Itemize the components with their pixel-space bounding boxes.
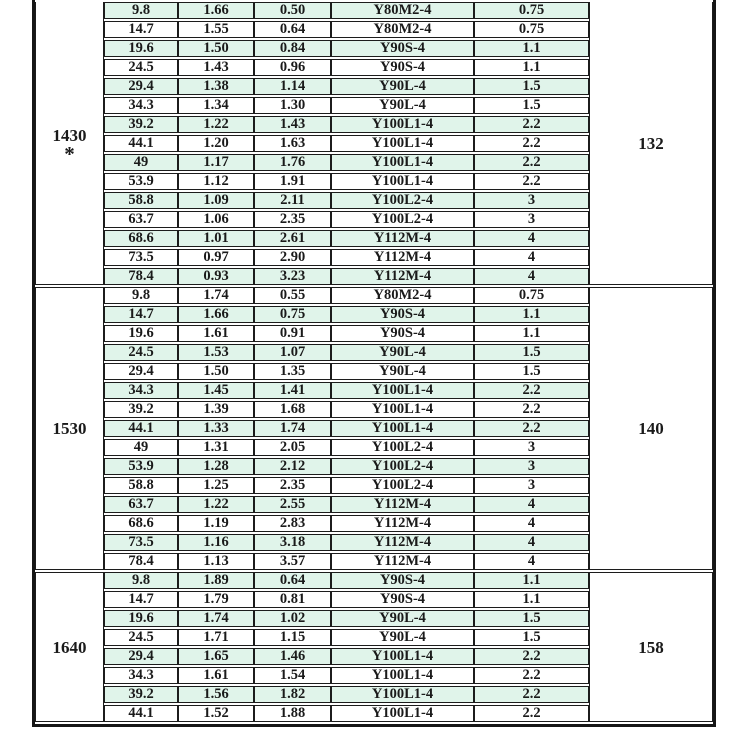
capacity-cell: 14.7	[104, 21, 178, 38]
motor-power-cell: 1.5	[474, 629, 589, 646]
motor-model-cell: Y100L2-4	[331, 477, 474, 494]
motor-model-cell: Y80M2-4	[331, 21, 474, 38]
power-req-cell: 2.55	[254, 496, 331, 513]
power-req-cell: 2.61	[254, 230, 331, 247]
capacity-cell: 44.1	[104, 705, 178, 722]
ratio-cell: 1.13	[178, 553, 254, 570]
motor-model-cell: Y80M2-4	[331, 2, 474, 19]
ratio-cell: 1.31	[178, 439, 254, 456]
motor-power-cell: 3	[474, 192, 589, 209]
power-req-cell: 0.84	[254, 40, 331, 57]
capacity-cell: 39.2	[104, 686, 178, 703]
motor-power-cell: 2.2	[474, 154, 589, 171]
ratio-cell: 1.43	[178, 59, 254, 76]
motor-power-cell: 2.2	[474, 705, 589, 722]
ratio-cell: 1.06	[178, 211, 254, 228]
power-req-cell: 1.88	[254, 705, 331, 722]
motor-model-cell: Y90L-4	[331, 78, 474, 95]
pump-motor-selection-table	[35, 0, 713, 724]
motor-model-cell: Y100L1-4	[331, 173, 474, 190]
ratio-cell: 1.22	[178, 496, 254, 513]
motor-power-cell: 2.2	[474, 135, 589, 152]
ratio-cell: 1.74	[178, 287, 254, 304]
power-req-cell: 2.11	[254, 192, 331, 209]
power-req-cell: 2.12	[254, 458, 331, 475]
motor-model-cell: Y100L1-4	[331, 648, 474, 665]
motor-model-cell: Y112M-4	[331, 249, 474, 266]
power-req-cell: 1.43	[254, 116, 331, 133]
motor-power-cell: 3	[474, 439, 589, 456]
motor-power-cell: 1.1	[474, 572, 589, 589]
capacity-cell: 19.6	[104, 325, 178, 342]
ratio-cell: 1.50	[178, 363, 254, 380]
motor-power-cell: 2.2	[474, 401, 589, 418]
power-req-cell: 1.14	[254, 78, 331, 95]
motor-model-cell: Y100L2-4	[331, 192, 474, 209]
motor-power-cell: 1.5	[474, 97, 589, 114]
ratio-cell: 1.17	[178, 154, 254, 171]
speed-group-cell	[35, 2, 104, 285]
ratio-cell: 1.16	[178, 534, 254, 551]
motor-model-cell: Y112M-4	[331, 230, 474, 247]
ratio-cell: 1.22	[178, 116, 254, 133]
ratio-cell: 1.61	[178, 667, 254, 684]
group-right-value-cell: 158	[589, 572, 713, 722]
ratio-cell: 1.45	[178, 382, 254, 399]
capacity-cell: 34.3	[104, 667, 178, 684]
motor-model-cell: Y90S-4	[331, 59, 474, 76]
table-row	[35, 287, 713, 304]
motor-model-cell: Y100L1-4	[331, 667, 474, 684]
motor-power-cell: 1.5	[474, 344, 589, 361]
ratio-cell: 1.61	[178, 325, 254, 342]
scanned-table-frame	[32, 0, 716, 727]
power-req-cell: 1.15	[254, 629, 331, 646]
motor-power-cell: 3	[474, 477, 589, 494]
motor-model-cell: Y90S-4	[331, 591, 474, 608]
ratio-cell: 1.56	[178, 686, 254, 703]
power-req-cell: 1.63	[254, 135, 331, 152]
ratio-cell: 1.66	[178, 2, 254, 19]
capacity-cell: 34.3	[104, 382, 178, 399]
power-req-cell: 0.81	[254, 591, 331, 608]
speed-value: 1640	[52, 637, 87, 657]
ratio-cell: 1.38	[178, 78, 254, 95]
motor-power-cell: 3	[474, 211, 589, 228]
power-req-cell: 1.02	[254, 610, 331, 627]
capacity-cell: 19.6	[104, 610, 178, 627]
ratio-cell: 1.33	[178, 420, 254, 437]
capacity-cell: 49	[104, 154, 178, 171]
speed-group-cell	[35, 287, 104, 570]
ratio-cell: 1.20	[178, 135, 254, 152]
motor-model-cell: Y112M-4	[331, 268, 474, 285]
capacity-cell: 73.5	[104, 534, 178, 551]
speed-value: 1430	[52, 125, 87, 145]
motor-power-cell: 1.1	[474, 591, 589, 608]
ratio-cell: 0.93	[178, 268, 254, 285]
power-req-cell: 2.90	[254, 249, 331, 266]
motor-model-cell: Y100L1-4	[331, 135, 474, 152]
motor-power-cell: 1.5	[474, 363, 589, 380]
motor-model-cell: Y100L1-4	[331, 154, 474, 171]
capacity-cell: 24.5	[104, 629, 178, 646]
motor-power-cell: 0.75	[474, 287, 589, 304]
motor-power-cell: 1.1	[474, 40, 589, 57]
motor-model-cell: Y100L1-4	[331, 686, 474, 703]
ratio-cell: 1.52	[178, 705, 254, 722]
capacity-cell: 63.7	[104, 496, 178, 513]
ratio-cell: 0.97	[178, 249, 254, 266]
capacity-cell: 49	[104, 439, 178, 456]
power-req-cell: 3.57	[254, 553, 331, 570]
motor-model-cell: Y80M2-4	[331, 287, 474, 304]
motor-model-cell: Y90L-4	[331, 610, 474, 627]
motor-power-cell: 1.1	[474, 59, 589, 76]
motor-power-cell: 3	[474, 458, 589, 475]
power-req-cell: 2.05	[254, 439, 331, 456]
power-req-cell: 1.46	[254, 648, 331, 665]
ratio-cell: 1.89	[178, 572, 254, 589]
motor-model-cell: Y90S-4	[331, 572, 474, 589]
motor-model-cell: Y100L1-4	[331, 420, 474, 437]
power-req-cell: 0.55	[254, 287, 331, 304]
power-req-cell: 1.07	[254, 344, 331, 361]
power-req-cell: 3.23	[254, 268, 331, 285]
motor-model-cell: Y90L-4	[331, 629, 474, 646]
ratio-cell: 1.12	[178, 173, 254, 190]
capacity-cell: 68.6	[104, 515, 178, 532]
motor-power-cell: 4	[474, 515, 589, 532]
ratio-cell: 1.50	[178, 40, 254, 57]
ratio-cell: 1.34	[178, 97, 254, 114]
power-req-cell: 1.35	[254, 363, 331, 380]
ratio-cell: 1.53	[178, 344, 254, 361]
capacity-cell: 9.8	[104, 2, 178, 19]
motor-model-cell: Y90L-4	[331, 363, 474, 380]
motor-model-cell: Y100L2-4	[331, 458, 474, 475]
ratio-cell: 1.01	[178, 230, 254, 247]
motor-model-cell: Y100L1-4	[331, 116, 474, 133]
motor-model-cell: Y100L1-4	[331, 382, 474, 399]
capacity-cell: 19.6	[104, 40, 178, 57]
motor-model-cell: Y90S-4	[331, 325, 474, 342]
table-row	[35, 2, 713, 19]
motor-power-cell: 4	[474, 230, 589, 247]
motor-power-cell: 4	[474, 553, 589, 570]
motor-model-cell: Y112M-4	[331, 515, 474, 532]
ratio-cell: 1.25	[178, 477, 254, 494]
ratio-cell: 1.65	[178, 648, 254, 665]
power-req-cell: 2.35	[254, 477, 331, 494]
motor-power-cell: 2.2	[474, 116, 589, 133]
capacity-cell: 44.1	[104, 420, 178, 437]
power-req-cell: 1.41	[254, 382, 331, 399]
capacity-cell: 9.8	[104, 287, 178, 304]
speed-group-cell	[35, 572, 104, 722]
capacity-cell: 14.7	[104, 306, 178, 323]
capacity-cell: 78.4	[104, 268, 178, 285]
speed-value: 1530	[52, 419, 87, 438]
pump-table-body	[35, 2, 713, 722]
capacity-cell: 34.3	[104, 97, 178, 114]
capacity-cell: 78.4	[104, 553, 178, 570]
ratio-cell: 1.55	[178, 21, 254, 38]
motor-power-cell: 1.1	[474, 306, 589, 323]
capacity-cell: 73.5	[104, 249, 178, 266]
motor-model-cell: Y90S-4	[331, 306, 474, 323]
ratio-cell: 1.39	[178, 401, 254, 418]
motor-model-cell: Y100L2-4	[331, 439, 474, 456]
motor-power-cell: 1.1	[474, 325, 589, 342]
power-req-cell: 2.83	[254, 515, 331, 532]
motor-power-cell: 4	[474, 496, 589, 513]
motor-power-cell: 2.2	[474, 173, 589, 190]
motor-power-cell: 4	[474, 268, 589, 285]
motor-power-cell: 2.2	[474, 648, 589, 665]
motor-model-cell: Y100L1-4	[331, 705, 474, 722]
power-req-cell: 1.54	[254, 667, 331, 684]
power-req-cell: 0.75	[254, 306, 331, 323]
power-req-cell: 1.76	[254, 154, 331, 171]
group-right-value-cell: 132	[589, 2, 713, 285]
motor-power-cell: 2.2	[474, 686, 589, 703]
capacity-cell: 58.8	[104, 477, 178, 494]
capacity-cell: 53.9	[104, 173, 178, 190]
capacity-cell: 53.9	[104, 458, 178, 475]
capacity-cell: 29.4	[104, 78, 178, 95]
capacity-cell: 9.8	[104, 572, 178, 589]
motor-model-cell: Y100L1-4	[331, 401, 474, 418]
motor-power-cell: 0.75	[474, 2, 589, 19]
ratio-cell: 1.74	[178, 610, 254, 627]
capacity-cell: 68.6	[104, 230, 178, 247]
capacity-cell: 29.4	[104, 363, 178, 380]
power-req-cell: 1.30	[254, 97, 331, 114]
power-req-cell: 2.35	[254, 211, 331, 228]
motor-power-cell: 4	[474, 534, 589, 551]
power-req-cell: 0.64	[254, 572, 331, 589]
motor-model-cell: Y112M-4	[331, 553, 474, 570]
ratio-cell: 1.79	[178, 591, 254, 608]
power-req-cell: 1.74	[254, 420, 331, 437]
capacity-cell: 14.7	[104, 591, 178, 608]
motor-power-cell: 4	[474, 249, 589, 266]
capacity-cell: 24.5	[104, 59, 178, 76]
power-req-cell: 0.91	[254, 325, 331, 342]
motor-model-cell: Y100L2-4	[331, 211, 474, 228]
table-row	[35, 572, 713, 589]
ratio-cell: 1.66	[178, 306, 254, 323]
power-req-cell: 0.96	[254, 59, 331, 76]
asterisk-note: *	[64, 141, 75, 166]
power-req-cell: 1.68	[254, 401, 331, 418]
power-req-cell: 0.64	[254, 21, 331, 38]
ratio-cell: 1.28	[178, 458, 254, 475]
capacity-cell: 63.7	[104, 211, 178, 228]
capacity-cell: 39.2	[104, 116, 178, 133]
group-right-value-cell: 140	[589, 287, 713, 570]
capacity-cell: 24.5	[104, 344, 178, 361]
ratio-cell: 1.71	[178, 629, 254, 646]
power-req-cell: 0.50	[254, 2, 331, 19]
ratio-cell: 1.19	[178, 515, 254, 532]
motor-model-cell: Y112M-4	[331, 496, 474, 513]
motor-model-cell: Y90L-4	[331, 97, 474, 114]
motor-model-cell: Y90S-4	[331, 40, 474, 57]
capacity-cell: 58.8	[104, 192, 178, 209]
motor-power-cell: 2.2	[474, 420, 589, 437]
motor-power-cell: 2.2	[474, 667, 589, 684]
ratio-cell: 1.09	[178, 192, 254, 209]
power-req-cell: 3.18	[254, 534, 331, 551]
motor-power-cell: 0.75	[474, 21, 589, 38]
motor-power-cell: 1.5	[474, 78, 589, 95]
motor-power-cell: 1.5	[474, 610, 589, 627]
motor-power-cell: 2.2	[474, 382, 589, 399]
motor-model-cell: Y90L-4	[331, 344, 474, 361]
capacity-cell: 39.2	[104, 401, 178, 418]
power-req-cell: 1.91	[254, 173, 331, 190]
capacity-cell: 44.1	[104, 135, 178, 152]
motor-model-cell: Y112M-4	[331, 534, 474, 551]
capacity-cell: 29.4	[104, 648, 178, 665]
power-req-cell: 1.82	[254, 686, 331, 703]
